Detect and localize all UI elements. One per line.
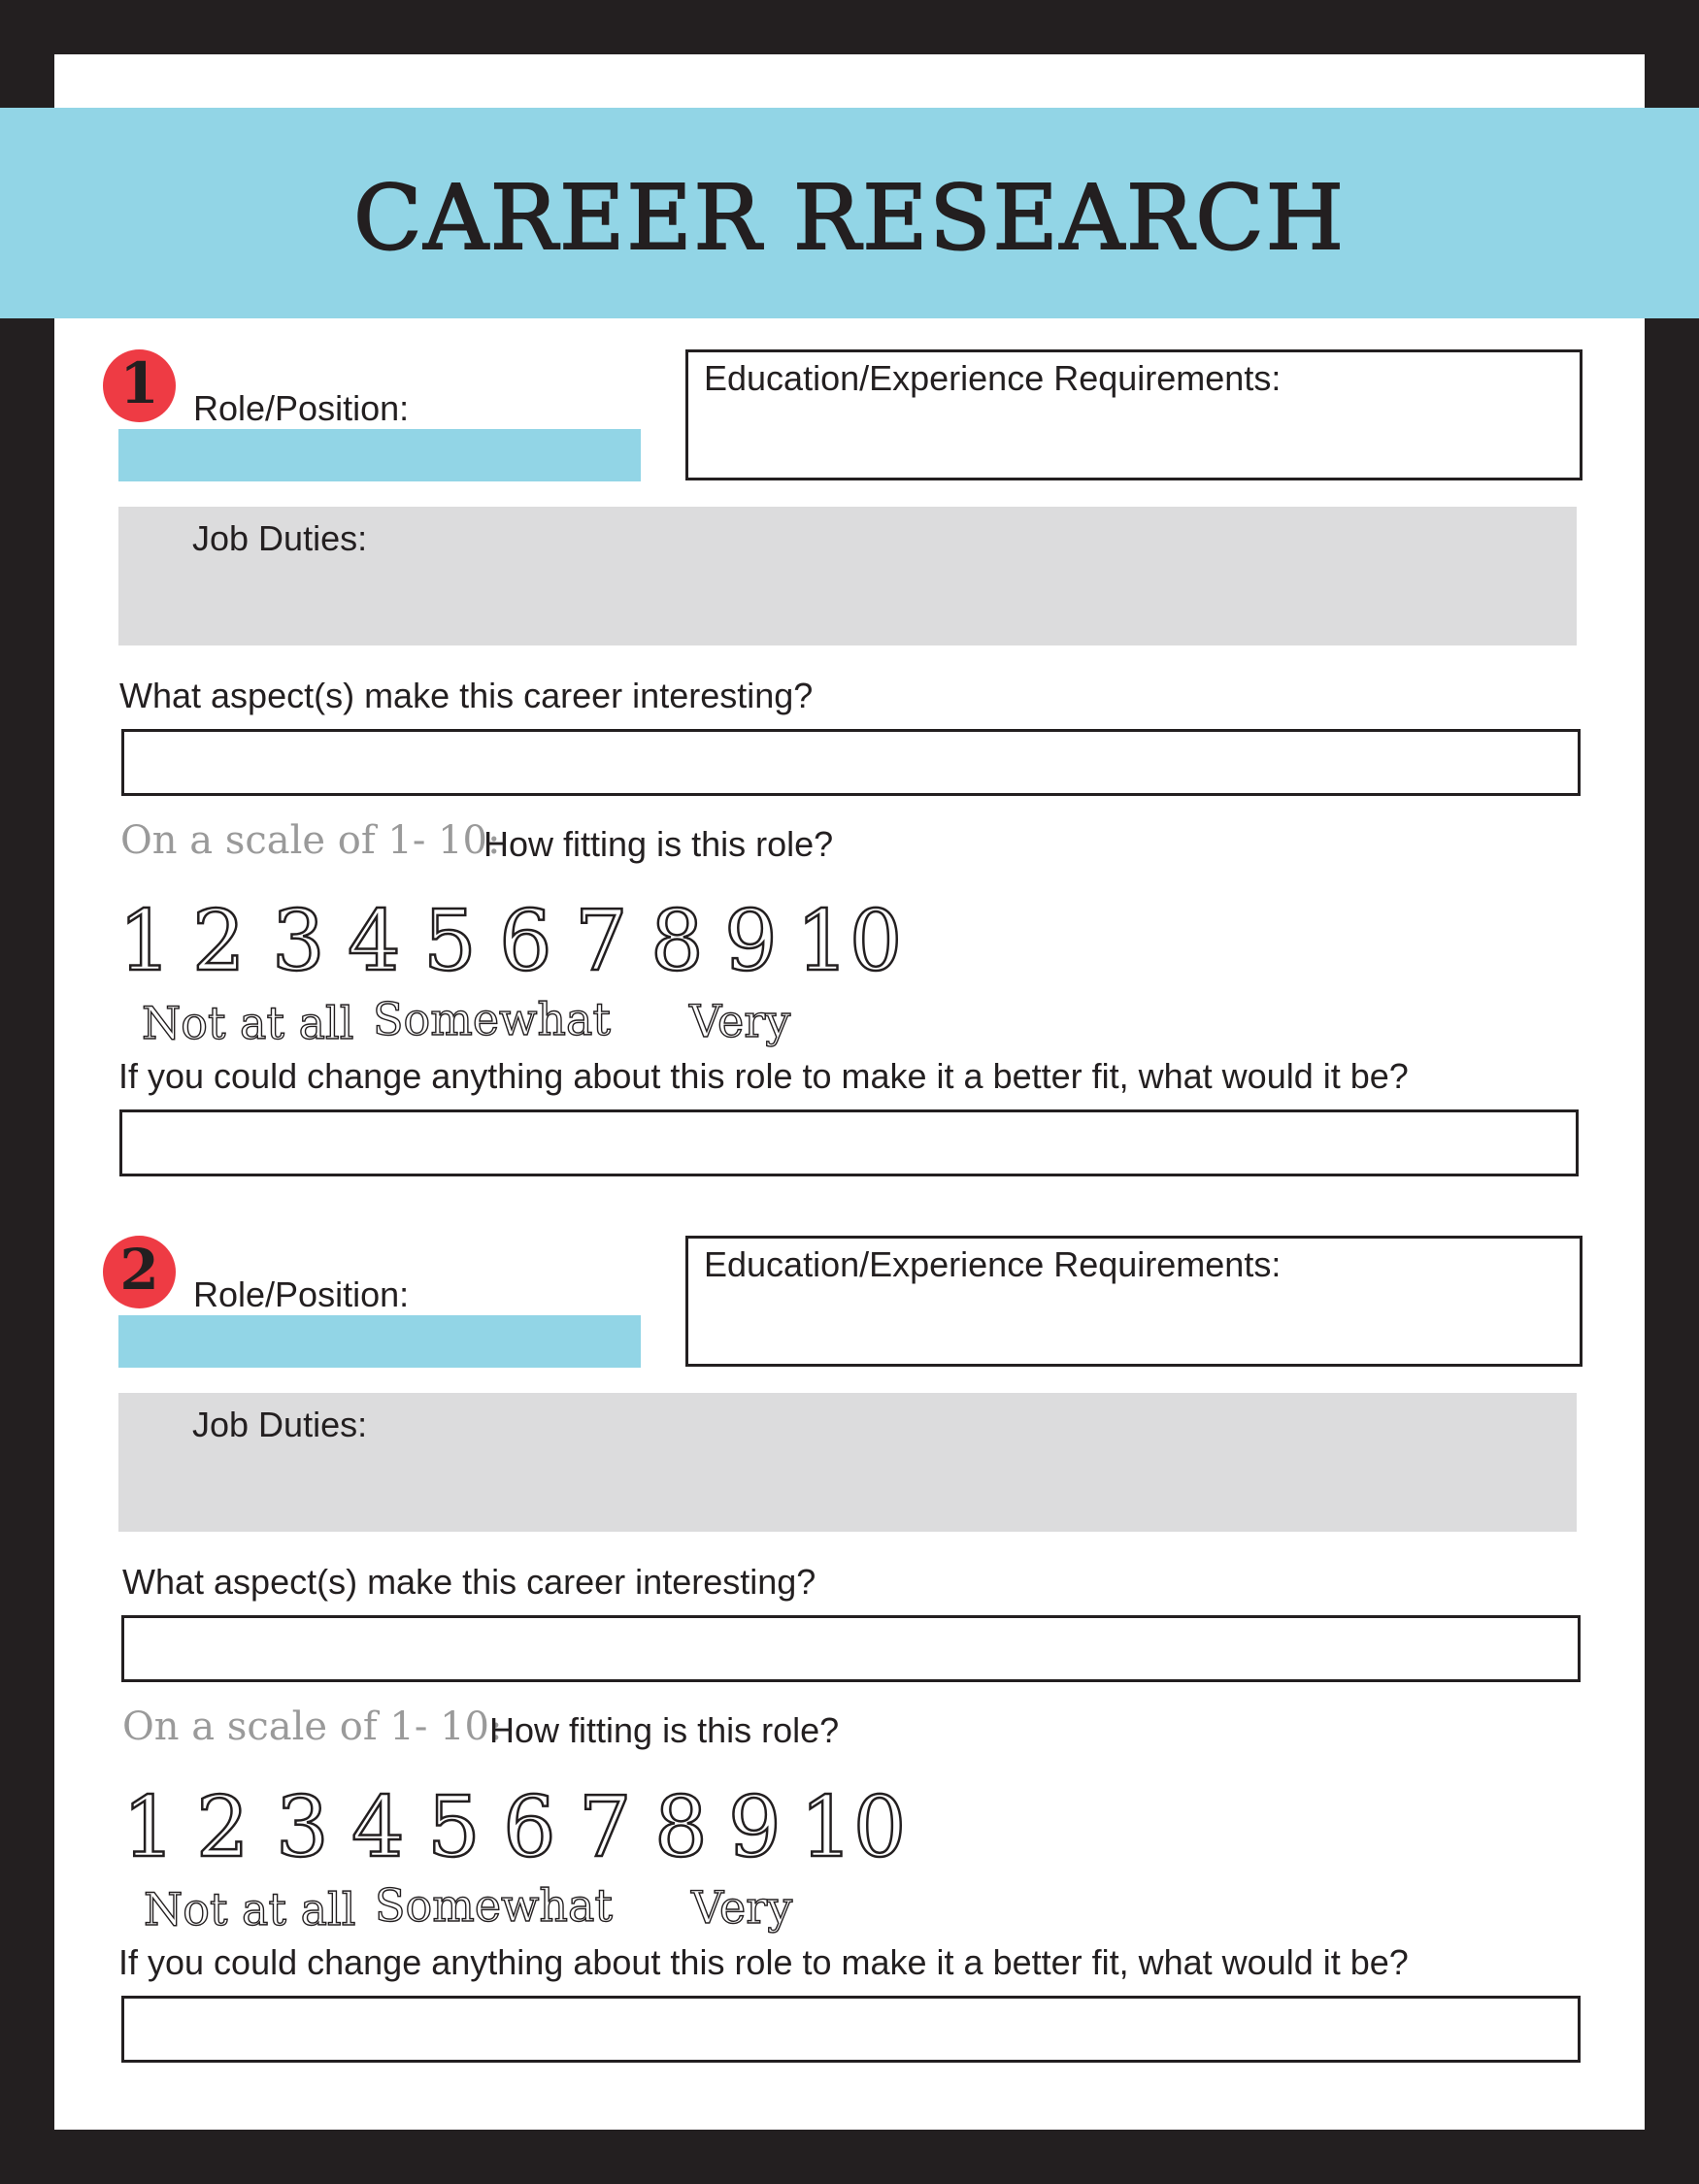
rating-8[interactable]: 8 [650,893,704,990]
education-requirements-box[interactable] [685,349,1582,480]
rating-2[interactable]: 2 [192,893,246,990]
scale-question: How fitting is this role? [483,824,834,864]
rating-2[interactable]: 2 [196,1779,250,1876]
rating-7[interactable]: 7 [579,1779,632,1876]
rating-7[interactable]: 7 [575,893,628,990]
change-question: If you could change anything about this role to make it a better fit, what would it be? [118,1056,1409,1096]
scale-high-label: Very [691,1881,793,1934]
rating-8[interactable]: 8 [654,1779,708,1876]
scale-prefix: On a scale of 1- 10: [120,818,501,863]
rating-6[interactable]: 6 [503,1779,556,1876]
rating-3[interactable]: 3 [276,1779,329,1876]
career-section-2 [54,1236,1645,2080]
role-label: Role/Position: [193,1274,410,1314]
role-input[interactable] [118,429,641,481]
rating-6[interactable]: 6 [499,893,552,990]
education-label: Education/Experience Requirements: [704,358,1282,398]
page-title: CAREER RESEARCH [353,166,1346,270]
section-number-badge: 1 [103,349,176,422]
scale-prefix: On a scale of 1- 10: [122,1704,503,1749]
scale-mid-label: Somewhat [373,993,611,1045]
role-label: Role/Position: [193,388,410,428]
scale-question: How fitting is this role? [489,1710,840,1750]
job-duties-label: Job Duties: [192,518,368,558]
job-duties-panel[interactable] [118,1393,1577,1532]
title-banner [0,108,1699,318]
scale-low-label: Not at all [142,997,354,1049]
role-input[interactable] [118,1315,641,1368]
interest-question: What aspect(s) make this career interesting? [122,1562,816,1602]
interest-answer-box[interactable] [121,729,1581,796]
change-answer-box[interactable] [121,1996,1581,2063]
rating-9[interactable]: 9 [728,1779,782,1876]
rating-1[interactable]: 1 [122,1779,176,1876]
change-answer-box[interactable] [119,1109,1579,1176]
education-label: Education/Experience Requirements: [704,1244,1282,1284]
rating-5[interactable]: 5 [423,893,477,990]
job-duties-panel[interactable] [118,507,1577,645]
interest-question: What aspect(s) make this career interesting? [119,676,814,715]
rating-9[interactable]: 9 [724,893,778,990]
rating-3[interactable]: 3 [272,893,325,990]
worksheet-page [54,54,1645,2130]
rating-4[interactable]: 4 [351,1779,405,1876]
scale-low-label: Not at all [144,1883,356,1936]
rating-5[interactable]: 5 [427,1779,481,1876]
rating-10[interactable]: 10 [800,1779,907,1876]
scale-mid-label: Somewhat [375,1879,613,1932]
change-question: If you could change anything about this role to make it a better fit, what would it be? [118,1942,1409,1982]
rating-4[interactable]: 4 [348,893,401,990]
section-number-badge: 2 [103,1236,176,1308]
rating-10[interactable]: 10 [796,893,903,990]
interest-answer-box[interactable] [121,1615,1581,1682]
job-duties-label: Job Duties: [192,1405,368,1444]
scale-high-label: Very [689,995,791,1047]
rating-1[interactable]: 1 [118,893,172,990]
career-section-1 [54,349,1645,1194]
education-requirements-box[interactable] [685,1236,1582,1367]
